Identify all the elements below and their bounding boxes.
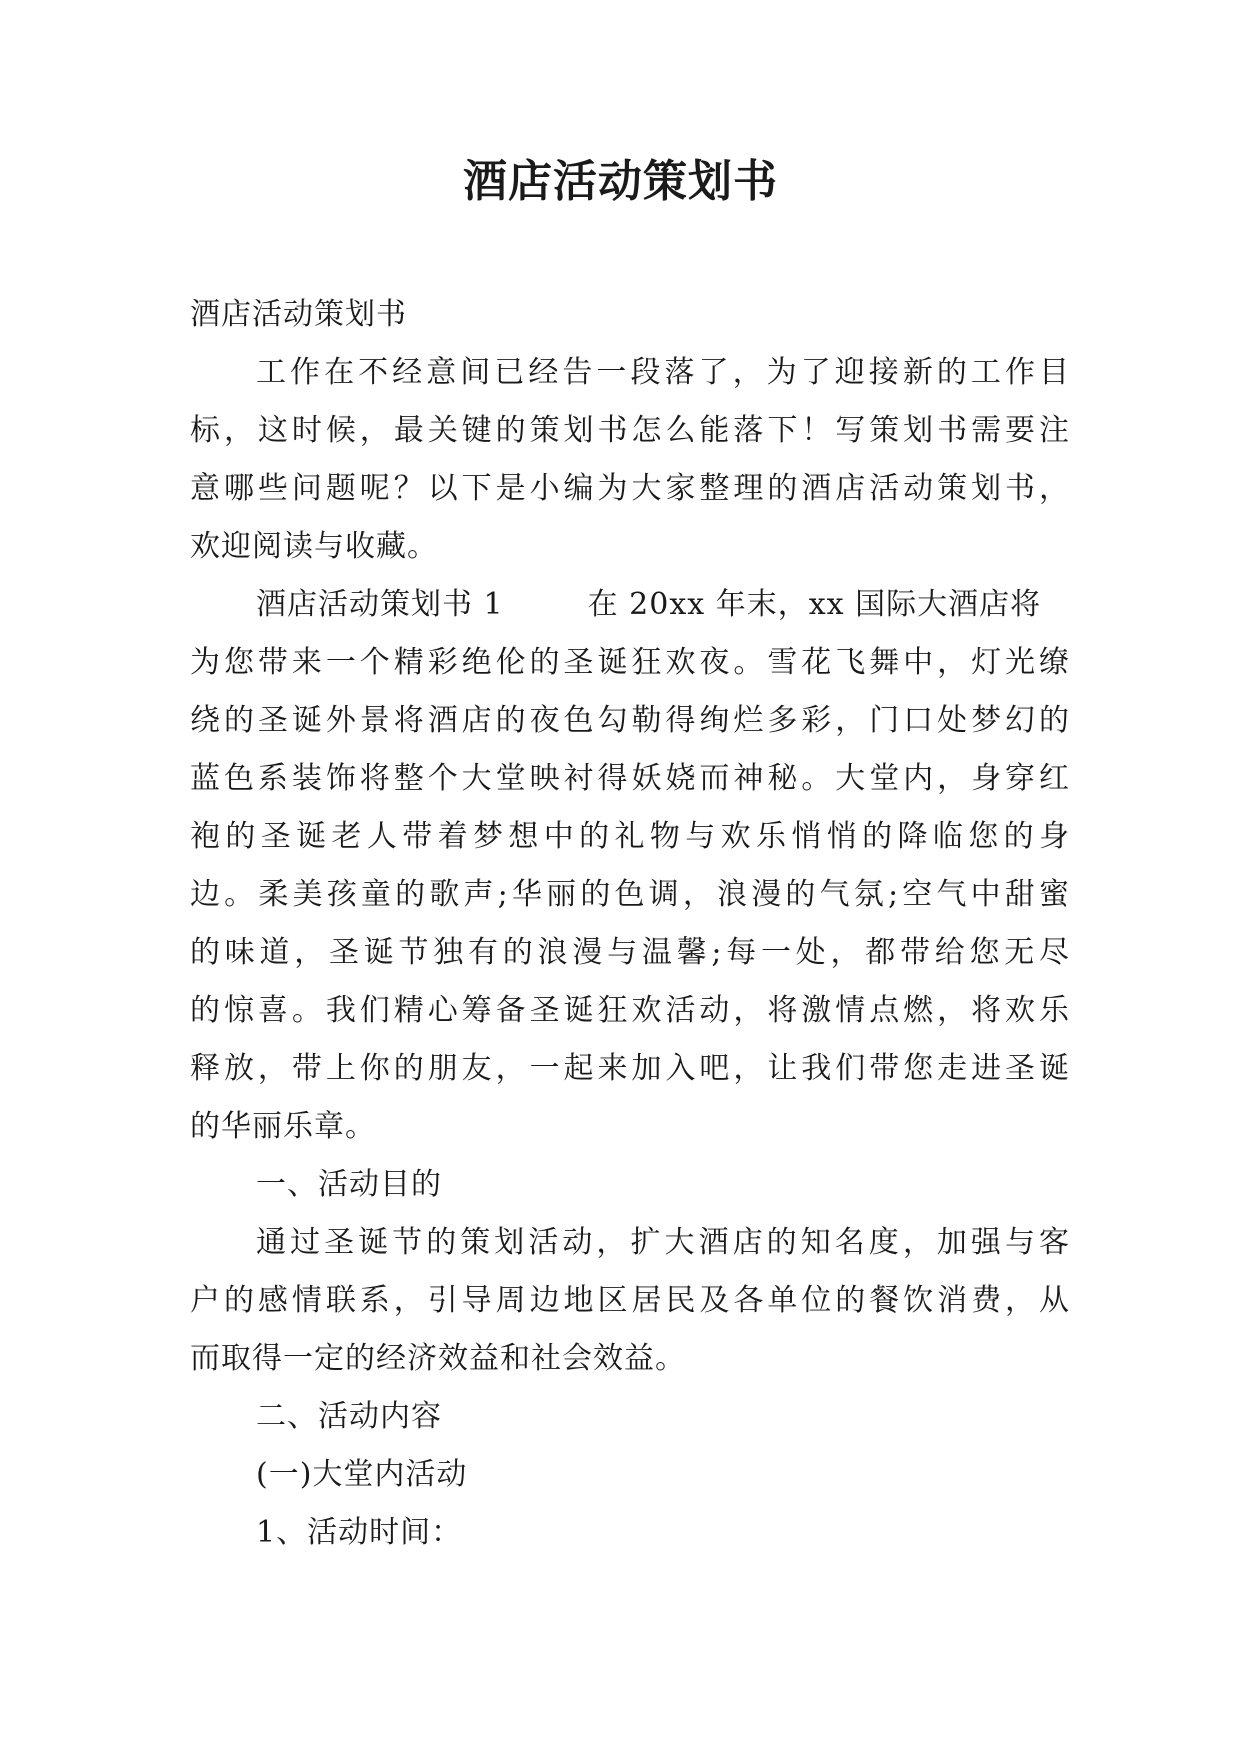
paragraph-line: 意哪些问题呢？以下是小编为大家整理的酒店活动策划书，	[190, 471, 1070, 506]
paragraph-line: 的惊喜。我们精心筹备圣诞狂欢活动，将激情点燃，将欢乐	[190, 993, 1070, 1028]
heading-content: 二、活动内容	[256, 1399, 442, 1434]
paragraph-line: 通过圣诞节的策划活动，扩大酒店的知名度，加强与客	[256, 1225, 1070, 1260]
paragraph-start: 在 20xx 年末，xx 国际大酒店将	[587, 587, 1042, 622]
section-heading-line	[190, 576, 1070, 634]
paragraph-line: 标，这时候，最关键的策划书怎么能落下！写策划书需要注	[190, 413, 1070, 448]
paragraph-line: 蓝色系装饰将整个大堂映衬得妖娆而神秘。大堂内，身穿红	[190, 761, 1070, 796]
paragraph-line: 释放，带上你的朋友，一起来加入吧，让我们带您走进圣诞	[190, 1051, 1070, 1086]
document-title: 酒店活动策划书	[463, 156, 778, 207]
paragraph-line: 工作在不经意间已经告一段落了，为了迎接新的工作目	[256, 355, 1070, 390]
paragraph-line: 绕的圣诞外景将酒店的夜色勾勒得绚烂多彩，门口处梦幻的	[190, 703, 1070, 738]
paragraph-line: 袍的圣诞老人带着梦想中的礼物与欢乐悄悄的降临您的身	[190, 819, 1070, 854]
paragraph-line: 为您带来一个精彩绝伦的圣诞狂欢夜。雪花飞舞中，灯光缭	[190, 645, 1070, 680]
paragraph-line: 边。柔美孩童的歌声;华丽的色调，浪漫的气氛;空气中甜蜜	[190, 877, 1070, 912]
paragraph-line: 而取得一定的经济效益和社会效益。	[190, 1341, 686, 1376]
heading-purpose: 一、活动目的	[256, 1167, 442, 1202]
subtitle-line: 酒店活动策划书	[190, 297, 407, 332]
paragraph-line: 的华丽乐章。	[190, 1109, 376, 1144]
section-heading: 酒店活动策划书 1	[256, 587, 504, 622]
item-time: 1、活动时间：	[256, 1515, 463, 1550]
document-body	[190, 286, 1070, 1562]
paragraph-line: 户的感情联系，引导周边地区居民及各单位的餐饮消费，从	[190, 1283, 1070, 1318]
paragraph-line: 欢迎阅读与收藏。	[190, 529, 438, 564]
subheading-lobby: (一)大堂内活动	[256, 1457, 468, 1492]
paragraph-line: 的味道，圣诞节独有的浪漫与温馨;每一处，都带给您无尽	[190, 935, 1070, 970]
